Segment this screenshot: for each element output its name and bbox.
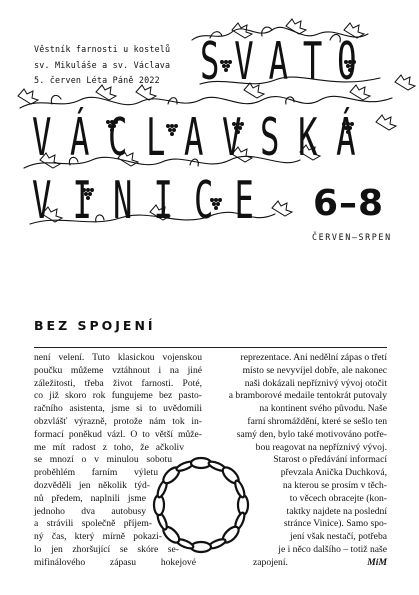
text-line: to věcech obracejte (kon-	[289, 492, 387, 504]
text-line: poučku můžeme vztáhnout i na jiné	[34, 364, 202, 376]
parish-line: Věstník farnosti u kostelů	[34, 44, 171, 54]
text-line: taktky najdete na poslední	[286, 505, 387, 517]
issue-number: 6–8	[313, 183, 385, 224]
text-line: převzala Anička Duchková,	[280, 467, 387, 479]
text-line: na kterou se prosím v těch-	[282, 479, 387, 491]
text-line: jení však nestačí, potřeba	[290, 531, 387, 543]
heading-divider	[34, 347, 387, 348]
text-line: dozvěděli jen několik týd-	[34, 479, 150, 491]
text-line: stránce Vinice). Samo spo-	[283, 518, 387, 530]
masthead-subtitle	[34, 42, 170, 89]
text-line: co již skoro rok fungujeme bez pasto-	[34, 390, 202, 402]
article-heading: BEZ SPOJENÍ	[34, 318, 156, 333]
text-line: mifinálového zápasu hokejové	[34, 556, 196, 568]
text-line: a strávili společně příjem-	[34, 518, 152, 530]
text-line: reprezentace. Ani nedělní zápas o třetí	[240, 352, 387, 363]
text-line: záležitosti, třeba život farnosti. Poté,	[34, 377, 202, 389]
text-line: bou reagovat na nepříznivý vývoj.	[255, 441, 387, 453]
text-line: se mnozí o v minulou sobotu	[34, 454, 172, 466]
title-line-3: VINICE	[32, 171, 275, 231]
text-line: naši dokázali nepříznivý vývoj otočit	[244, 377, 387, 389]
text-line: lo jen zhoršující se skóre se-	[34, 543, 179, 555]
churches-line: sv. Mikuláše a sv. Václava	[34, 59, 171, 70]
author-signature: MiM	[367, 556, 387, 568]
text-line: zapojení.	[253, 556, 288, 568]
text-line: farní shromáždění, které se sešlo ten	[247, 415, 387, 427]
issue-date: ČERVEN–SRPEN	[312, 232, 392, 242]
text-line: proběhlém farním výletu	[34, 467, 158, 479]
text-line: na kontinent svého původu. Naše	[259, 403, 387, 415]
title-line-1: SVATO	[200, 32, 372, 92]
text-line: není velení. Tuto klasickou vojenskou	[34, 352, 202, 363]
text-line: formací poněkud vázl. O to větší může-	[34, 428, 202, 440]
text-line: jednoho dva autobusy	[34, 505, 146, 517]
text-line: me mít radost z toho, že ačkoliv	[34, 441, 184, 453]
title-line-2: VÁCLAVSKÁ	[32, 108, 375, 168]
text-line: obzvlášť výrazně, protože nám tok in-	[34, 415, 202, 427]
text-line: místo se nevyvíjel dobře, ale nakonec	[242, 364, 387, 376]
text-line: nů předem, naplnili jsme	[34, 492, 146, 504]
text-line: samý den, bylo také motivováno potře-	[236, 428, 387, 440]
date-line: 5. červen Léta Páně 2022	[34, 75, 160, 85]
text-line: ný čas, který mírně pokazi-	[34, 531, 162, 543]
chain-ring-illustration	[145, 449, 257, 561]
text-line: je i něco dalšího – totiž naše	[278, 543, 387, 555]
text-line: račního asistenta, jsme si to uvědomili	[34, 403, 202, 415]
chain-link	[233, 479, 246, 498]
text-line: Starost o předávání informací	[273, 454, 387, 466]
text-line: a bramborové medaile tentokrát putovaly	[228, 390, 387, 402]
